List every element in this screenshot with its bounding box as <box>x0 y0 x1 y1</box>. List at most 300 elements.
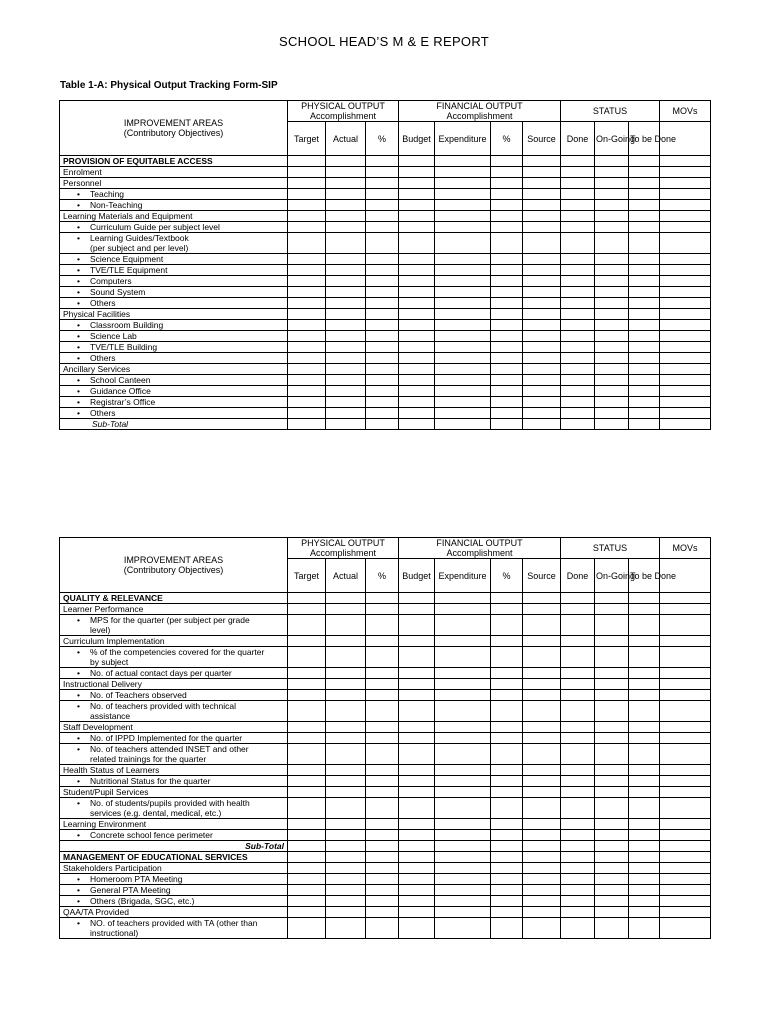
entry-cell[interactable] <box>435 342 491 353</box>
entry-cell[interactable] <box>491 604 523 615</box>
entry-cell[interactable] <box>523 331 561 342</box>
entry-cell[interactable] <box>561 690 595 701</box>
entry-cell[interactable] <box>399 222 435 233</box>
entry-cell[interactable] <box>491 309 523 320</box>
entry-cell[interactable] <box>561 156 595 167</box>
entry-cell[interactable] <box>288 819 326 830</box>
entry-cell[interactable] <box>326 907 366 918</box>
entry-cell[interactable] <box>595 787 629 798</box>
entry-cell[interactable] <box>595 265 629 276</box>
entry-cell[interactable] <box>491 342 523 353</box>
entry-cell[interactable] <box>491 593 523 604</box>
entry-cell[interactable] <box>288 863 326 874</box>
entry-cell[interactable] <box>523 408 561 419</box>
entry-cell[interactable] <box>288 679 326 690</box>
entry-cell[interactable] <box>366 604 399 615</box>
entry-cell[interactable] <box>326 690 366 701</box>
entry-cell[interactable] <box>491 863 523 874</box>
entry-cell[interactable] <box>288 233 326 254</box>
entry-cell[interactable] <box>595 156 629 167</box>
entry-cell[interactable] <box>435 701 491 722</box>
entry-cell[interactable] <box>629 615 660 636</box>
entry-cell[interactable] <box>288 156 326 167</box>
entry-cell[interactable] <box>435 679 491 690</box>
entry-cell[interactable] <box>595 841 629 852</box>
entry-cell[interactable] <box>435 874 491 885</box>
entry-cell[interactable] <box>629 841 660 852</box>
entry-cell[interactable] <box>629 604 660 615</box>
entry-cell[interactable] <box>399 276 435 287</box>
entry-cell[interactable] <box>366 386 399 397</box>
entry-cell[interactable] <box>435 647 491 668</box>
entry-cell[interactable] <box>399 364 435 375</box>
entry-cell[interactable] <box>595 211 629 222</box>
entry-cell[interactable] <box>595 178 629 189</box>
entry-cell[interactable] <box>326 636 366 647</box>
entry-cell[interactable] <box>326 918 366 939</box>
entry-cell[interactable] <box>629 679 660 690</box>
entry-cell[interactable] <box>629 896 660 907</box>
entry-cell[interactable] <box>491 331 523 342</box>
entry-cell[interactable] <box>435 419 491 430</box>
entry-cell[interactable] <box>491 647 523 668</box>
entry-cell[interactable] <box>595 320 629 331</box>
entry-cell[interactable] <box>660 787 711 798</box>
entry-cell[interactable] <box>595 668 629 679</box>
entry-cell[interactable] <box>660 167 711 178</box>
entry-cell[interactable] <box>399 200 435 211</box>
entry-cell[interactable] <box>288 722 326 733</box>
entry-cell[interactable] <box>595 874 629 885</box>
entry-cell[interactable] <box>366 907 399 918</box>
entry-cell[interactable] <box>595 701 629 722</box>
entry-cell[interactable] <box>523 167 561 178</box>
entry-cell[interactable] <box>629 211 660 222</box>
entry-cell[interactable] <box>561 364 595 375</box>
entry-cell[interactable] <box>366 765 399 776</box>
entry-cell[interactable] <box>523 885 561 896</box>
entry-cell[interactable] <box>629 200 660 211</box>
entry-cell[interactable] <box>399 397 435 408</box>
entry-cell[interactable] <box>561 863 595 874</box>
entry-cell[interactable] <box>326 178 366 189</box>
entry-cell[interactable] <box>629 298 660 309</box>
entry-cell[interactable] <box>523 722 561 733</box>
entry-cell[interactable] <box>660 408 711 419</box>
entry-cell[interactable] <box>366 874 399 885</box>
entry-cell[interactable] <box>366 636 399 647</box>
entry-cell[interactable] <box>629 907 660 918</box>
entry-cell[interactable] <box>288 744 326 765</box>
entry-cell[interactable] <box>491 636 523 647</box>
entry-cell[interactable] <box>435 364 491 375</box>
entry-cell[interactable] <box>660 733 711 744</box>
entry-cell[interactable] <box>399 830 435 841</box>
entry-cell[interactable] <box>660 276 711 287</box>
entry-cell[interactable] <box>561 222 595 233</box>
entry-cell[interactable] <box>561 200 595 211</box>
entry-cell[interactable] <box>288 852 326 863</box>
entry-cell[interactable] <box>435 156 491 167</box>
entry-cell[interactable] <box>561 830 595 841</box>
entry-cell[interactable] <box>288 342 326 353</box>
entry-cell[interactable] <box>629 701 660 722</box>
entry-cell[interactable] <box>435 615 491 636</box>
entry-cell[interactable] <box>629 331 660 342</box>
entry-cell[interactable] <box>629 386 660 397</box>
entry-cell[interactable] <box>660 386 711 397</box>
entry-cell[interactable] <box>523 798 561 819</box>
entry-cell[interactable] <box>288 320 326 331</box>
entry-cell[interactable] <box>366 342 399 353</box>
entry-cell[interactable] <box>366 167 399 178</box>
entry-cell[interactable] <box>660 375 711 386</box>
entry-cell[interactable] <box>288 701 326 722</box>
entry-cell[interactable] <box>561 787 595 798</box>
entry-cell[interactable] <box>629 830 660 841</box>
entry-cell[interactable] <box>435 353 491 364</box>
entry-cell[interactable] <box>595 419 629 430</box>
entry-cell[interactable] <box>326 787 366 798</box>
entry-cell[interactable] <box>561 907 595 918</box>
entry-cell[interactable] <box>326 222 366 233</box>
entry-cell[interactable] <box>660 776 711 787</box>
entry-cell[interactable] <box>366 375 399 386</box>
entry-cell[interactable] <box>561 636 595 647</box>
entry-cell[interactable] <box>435 690 491 701</box>
entry-cell[interactable] <box>435 200 491 211</box>
entry-cell[interactable] <box>366 690 399 701</box>
entry-cell[interactable] <box>660 331 711 342</box>
entry-cell[interactable] <box>660 254 711 265</box>
entry-cell[interactable] <box>366 353 399 364</box>
entry-cell[interactable] <box>491 841 523 852</box>
entry-cell[interactable] <box>523 211 561 222</box>
entry-cell[interactable] <box>660 830 711 841</box>
entry-cell[interactable] <box>435 375 491 386</box>
entry-cell[interactable] <box>561 233 595 254</box>
entry-cell[interactable] <box>491 885 523 896</box>
entry-cell[interactable] <box>399 690 435 701</box>
entry-cell[interactable] <box>435 276 491 287</box>
entry-cell[interactable] <box>288 353 326 364</box>
entry-cell[interactable] <box>595 636 629 647</box>
entry-cell[interactable] <box>326 885 366 896</box>
entry-cell[interactable] <box>491 798 523 819</box>
entry-cell[interactable] <box>366 222 399 233</box>
entry-cell[interactable] <box>561 604 595 615</box>
entry-cell[interactable] <box>595 722 629 733</box>
entry-cell[interactable] <box>491 200 523 211</box>
entry-cell[interactable] <box>366 647 399 668</box>
entry-cell[interactable] <box>561 798 595 819</box>
entry-cell[interactable] <box>660 636 711 647</box>
entry-cell[interactable] <box>326 156 366 167</box>
entry-cell[interactable] <box>399 896 435 907</box>
entry-cell[interactable] <box>399 167 435 178</box>
entry-cell[interactable] <box>399 874 435 885</box>
entry-cell[interactable] <box>523 918 561 939</box>
entry-cell[interactable] <box>435 397 491 408</box>
entry-cell[interactable] <box>399 647 435 668</box>
entry-cell[interactable] <box>523 830 561 841</box>
entry-cell[interactable] <box>561 353 595 364</box>
entry-cell[interactable] <box>399 765 435 776</box>
entry-cell[interactable] <box>288 200 326 211</box>
entry-cell[interactable] <box>523 593 561 604</box>
entry-cell[interactable] <box>561 722 595 733</box>
entry-cell[interactable] <box>288 265 326 276</box>
entry-cell[interactable] <box>523 353 561 364</box>
entry-cell[interactable] <box>629 342 660 353</box>
entry-cell[interactable] <box>595 222 629 233</box>
entry-cell[interactable] <box>491 701 523 722</box>
entry-cell[interactable] <box>561 309 595 320</box>
entry-cell[interactable] <box>288 386 326 397</box>
entry-cell[interactable] <box>660 798 711 819</box>
entry-cell[interactable] <box>660 419 711 430</box>
entry-cell[interactable] <box>523 852 561 863</box>
entry-cell[interactable] <box>366 189 399 200</box>
entry-cell[interactable] <box>660 200 711 211</box>
entry-cell[interactable] <box>435 863 491 874</box>
entry-cell[interactable] <box>288 798 326 819</box>
entry-cell[interactable] <box>595 896 629 907</box>
entry-cell[interactable] <box>326 647 366 668</box>
entry-cell[interactable] <box>660 189 711 200</box>
entry-cell[interactable] <box>629 276 660 287</box>
entry-cell[interactable] <box>523 419 561 430</box>
entry-cell[interactable] <box>595 744 629 765</box>
entry-cell[interactable] <box>435 885 491 896</box>
entry-cell[interactable] <box>435 167 491 178</box>
entry-cell[interactable] <box>326 189 366 200</box>
entry-cell[interactable] <box>288 309 326 320</box>
entry-cell[interactable] <box>326 211 366 222</box>
entry-cell[interactable] <box>366 863 399 874</box>
entry-cell[interactable] <box>660 287 711 298</box>
entry-cell[interactable] <box>326 593 366 604</box>
entry-cell[interactable] <box>660 819 711 830</box>
entry-cell[interactable] <box>491 211 523 222</box>
entry-cell[interactable] <box>288 918 326 939</box>
entry-cell[interactable] <box>399 604 435 615</box>
entry-cell[interactable] <box>326 265 366 276</box>
entry-cell[interactable] <box>523 690 561 701</box>
entry-cell[interactable] <box>326 874 366 885</box>
entry-cell[interactable] <box>399 419 435 430</box>
entry-cell[interactable] <box>288 776 326 787</box>
entry-cell[interactable] <box>629 233 660 254</box>
entry-cell[interactable] <box>523 896 561 907</box>
entry-cell[interactable] <box>660 353 711 364</box>
entry-cell[interactable] <box>435 744 491 765</box>
entry-cell[interactable] <box>288 907 326 918</box>
entry-cell[interactable] <box>366 593 399 604</box>
entry-cell[interactable] <box>326 408 366 419</box>
entry-cell[interactable] <box>595 907 629 918</box>
entry-cell[interactable] <box>595 408 629 419</box>
entry-cell[interactable] <box>660 178 711 189</box>
entry-cell[interactable] <box>288 636 326 647</box>
entry-cell[interactable] <box>491 233 523 254</box>
entry-cell[interactable] <box>660 397 711 408</box>
entry-cell[interactable] <box>523 765 561 776</box>
entry-cell[interactable] <box>491 874 523 885</box>
entry-cell[interactable] <box>561 819 595 830</box>
entry-cell[interactable] <box>629 167 660 178</box>
entry-cell[interactable] <box>288 830 326 841</box>
entry-cell[interactable] <box>595 733 629 744</box>
entry-cell[interactable] <box>561 896 595 907</box>
entry-cell[interactable] <box>491 375 523 386</box>
entry-cell[interactable] <box>660 298 711 309</box>
entry-cell[interactable] <box>435 722 491 733</box>
entry-cell[interactable] <box>288 604 326 615</box>
entry-cell[interactable] <box>629 222 660 233</box>
entry-cell[interactable] <box>288 167 326 178</box>
entry-cell[interactable] <box>435 733 491 744</box>
entry-cell[interactable] <box>288 364 326 375</box>
entry-cell[interactable] <box>660 211 711 222</box>
entry-cell[interactable] <box>435 830 491 841</box>
entry-cell[interactable] <box>523 178 561 189</box>
entry-cell[interactable] <box>399 254 435 265</box>
entry-cell[interactable] <box>561 841 595 852</box>
entry-cell[interactable] <box>660 896 711 907</box>
entry-cell[interactable] <box>399 342 435 353</box>
entry-cell[interactable] <box>660 615 711 636</box>
entry-cell[interactable] <box>435 593 491 604</box>
entry-cell[interactable] <box>660 744 711 765</box>
entry-cell[interactable] <box>288 787 326 798</box>
entry-cell[interactable] <box>326 679 366 690</box>
entry-cell[interactable] <box>366 679 399 690</box>
entry-cell[interactable] <box>366 701 399 722</box>
entry-cell[interactable] <box>629 874 660 885</box>
entry-cell[interactable] <box>523 907 561 918</box>
entry-cell[interactable] <box>629 863 660 874</box>
entry-cell[interactable] <box>326 320 366 331</box>
entry-cell[interactable] <box>435 841 491 852</box>
entry-cell[interactable] <box>595 885 629 896</box>
entry-cell[interactable] <box>491 276 523 287</box>
entry-cell[interactable] <box>326 397 366 408</box>
entry-cell[interactable] <box>629 320 660 331</box>
entry-cell[interactable] <box>399 615 435 636</box>
entry-cell[interactable] <box>366 320 399 331</box>
entry-cell[interactable] <box>435 233 491 254</box>
entry-cell[interactable] <box>366 265 399 276</box>
entry-cell[interactable] <box>595 276 629 287</box>
entry-cell[interactable] <box>523 309 561 320</box>
entry-cell[interactable] <box>523 863 561 874</box>
entry-cell[interactable] <box>435 907 491 918</box>
entry-cell[interactable] <box>366 787 399 798</box>
entry-cell[interactable] <box>435 331 491 342</box>
entry-cell[interactable] <box>326 233 366 254</box>
entry-cell[interactable] <box>491 265 523 276</box>
entry-cell[interactable] <box>288 298 326 309</box>
entry-cell[interactable] <box>399 189 435 200</box>
entry-cell[interactable] <box>491 668 523 679</box>
entry-cell[interactable] <box>366 233 399 254</box>
entry-cell[interactable] <box>399 156 435 167</box>
entry-cell[interactable] <box>595 765 629 776</box>
entry-cell[interactable] <box>491 776 523 787</box>
entry-cell[interactable] <box>288 593 326 604</box>
entry-cell[interactable] <box>660 320 711 331</box>
entry-cell[interactable] <box>561 668 595 679</box>
entry-cell[interactable] <box>561 918 595 939</box>
entry-cell[interactable] <box>435 896 491 907</box>
entry-cell[interactable] <box>523 647 561 668</box>
entry-cell[interactable] <box>399 776 435 787</box>
entry-cell[interactable] <box>660 233 711 254</box>
entry-cell[interactable] <box>491 167 523 178</box>
entry-cell[interactable] <box>629 636 660 647</box>
entry-cell[interactable] <box>629 690 660 701</box>
entry-cell[interactable] <box>491 830 523 841</box>
entry-cell[interactable] <box>595 690 629 701</box>
entry-cell[interactable] <box>326 744 366 765</box>
entry-cell[interactable] <box>660 918 711 939</box>
entry-cell[interactable] <box>629 765 660 776</box>
entry-cell[interactable] <box>561 287 595 298</box>
entry-cell[interactable] <box>660 679 711 690</box>
entry-cell[interactable] <box>288 375 326 386</box>
entry-cell[interactable] <box>366 211 399 222</box>
entry-cell[interactable] <box>523 744 561 765</box>
entry-cell[interactable] <box>435 386 491 397</box>
entry-cell[interactable] <box>326 798 366 819</box>
entry-cell[interactable] <box>399 386 435 397</box>
entry-cell[interactable] <box>523 819 561 830</box>
entry-cell[interactable] <box>561 885 595 896</box>
entry-cell[interactable] <box>660 765 711 776</box>
entry-cell[interactable] <box>366 798 399 819</box>
entry-cell[interactable] <box>435 798 491 819</box>
entry-cell[interactable] <box>561 765 595 776</box>
entry-cell[interactable] <box>491 408 523 419</box>
entry-cell[interactable] <box>399 593 435 604</box>
entry-cell[interactable] <box>399 733 435 744</box>
entry-cell[interactable] <box>523 636 561 647</box>
entry-cell[interactable] <box>491 819 523 830</box>
entry-cell[interactable] <box>595 604 629 615</box>
entry-cell[interactable] <box>399 331 435 342</box>
entry-cell[interactable] <box>366 841 399 852</box>
entry-cell[interactable] <box>399 309 435 320</box>
entry-cell[interactable] <box>629 668 660 679</box>
entry-cell[interactable] <box>491 733 523 744</box>
entry-cell[interactable] <box>561 298 595 309</box>
entry-cell[interactable] <box>435 320 491 331</box>
entry-cell[interactable] <box>629 375 660 386</box>
entry-cell[interactable] <box>326 342 366 353</box>
entry-cell[interactable] <box>523 874 561 885</box>
entry-cell[interactable] <box>561 254 595 265</box>
entry-cell[interactable] <box>288 690 326 701</box>
entry-cell[interactable] <box>435 189 491 200</box>
entry-cell[interactable] <box>491 765 523 776</box>
entry-cell[interactable] <box>629 309 660 320</box>
entry-cell[interactable] <box>435 408 491 419</box>
entry-cell[interactable] <box>326 841 366 852</box>
entry-cell[interactable] <box>326 615 366 636</box>
entry-cell[interactable] <box>288 841 326 852</box>
entry-cell[interactable] <box>491 722 523 733</box>
